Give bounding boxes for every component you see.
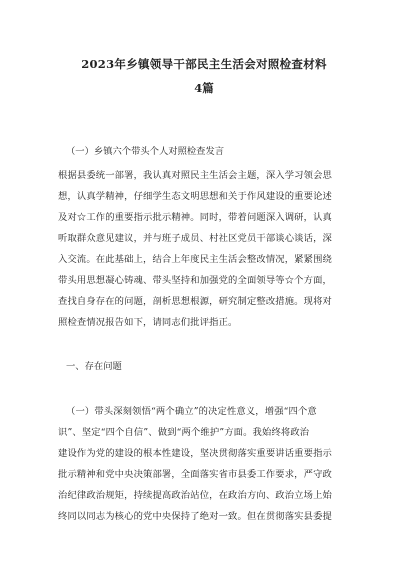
section-heading: （一）乡镇六个带头个人对照检查发言: [66, 146, 225, 157]
body-line: 批示精神和党中央决策部署，全面落实省市县委工作要求，严守政: [58, 469, 332, 480]
intro-line: 查找自身存在的问题，剖析思想根源，研究制定整改措施。现将对: [58, 296, 332, 307]
intro-line: 想，认真学精神，仔细学生态文明思想和关于作风建设的重要论述: [58, 191, 332, 202]
intro-line: 照检查情况报告如下，请同志们批评指正。: [58, 317, 238, 328]
body-line: 建设作为党的建设的根本性建设，坚决贯彻落实重要讲话重要指示: [58, 448, 332, 459]
body-line: 终同以同志为核心的党中央保持了绝对一致。但在贯彻落实县委提: [58, 511, 332, 522]
intro-line: 带头用思想凝心铸魂、带头坚持和加强党的全面领导等☆个方面，: [58, 275, 332, 286]
body-line: （一）带头深刻领悟“两个确立”的决定性意义，增强“四个意: [66, 406, 317, 417]
intro-line: 根据县委统一部署，我认真对照民主生活会主题，深入学习领会思: [58, 170, 332, 181]
document-subtitle: 4篇: [194, 81, 214, 95]
intro-line: 及对☆工作的重要指示批示精神。同时，带着问题深入调研，认真: [58, 212, 332, 223]
intro-line: 入交流。在此基础上，结合上年度民主生活会整改情况，紧紧围绕: [58, 254, 332, 265]
body-line: 识”、坚定“四个自信”、做到“两个维护”方面。我始终将政治: [58, 427, 310, 438]
part-heading: 一、存在问题: [66, 361, 122, 372]
document-title: 2023年乡镇领导干部民主生活会对照检查材料: [81, 57, 327, 71]
intro-line: 听取群众意见建议，并与班子成员、村社区党员干部谈心谈话，深: [58, 233, 332, 244]
body-line: 治纪律政治规矩，持续提高政治站位，在政治方向、政治立场上始: [58, 490, 332, 501]
